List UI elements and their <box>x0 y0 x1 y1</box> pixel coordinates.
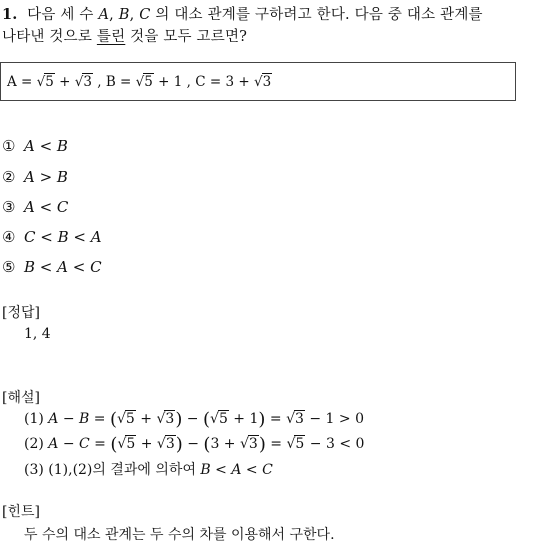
choice-mark: ③ <box>2 198 16 216</box>
var-a: A <box>98 7 110 23</box>
sqrt-3: √3 <box>253 74 272 90</box>
radicand: 5 <box>218 411 228 427</box>
choice-mark: ② <box>2 168 16 186</box>
step-expr: B < A < C <box>200 462 273 478</box>
radicand: 3 <box>165 411 175 427</box>
question-text-1b: 의 대소 관계를 구하려고 한다. 다음 중 대소 관계를 <box>150 7 483 23</box>
b-tail: + 1 <box>153 74 183 90</box>
plus: + <box>54 74 75 90</box>
radicand: 3 <box>262 74 272 90</box>
given-values-text <box>7 74 272 90</box>
step-result: − 3 < 0 <box>305 436 365 452</box>
sqrt-5: √5 <box>135 74 153 90</box>
choice-mark: ⑤ <box>2 258 16 276</box>
question-sep-2: , <box>129 7 140 23</box>
question-text-2a: 나타낸 것으로 <box>2 29 97 45</box>
answer-value: 1, 4 <box>24 326 51 342</box>
choice-mark: ④ <box>2 228 16 246</box>
answer-label: [정답] <box>2 305 40 321</box>
step-lhs: A − C = <box>48 436 111 452</box>
sqrt-3: √3 <box>74 74 92 90</box>
separator: , <box>92 74 106 90</box>
step-b-tail: + 1 <box>228 411 259 427</box>
question-line-2 <box>2 25 247 46</box>
choice-5[interactable] <box>2 258 102 276</box>
radicand: 3 <box>295 411 304 427</box>
explanation-step-1: (1) A − B = (√5 + √3) − (√5 + 1) = √3 − 1 > 0 <box>24 409 364 430</box>
explanation-step-2: (2) A − C = (√5 + √3) − (3 + √3) = √5 − 3 < 0 <box>24 434 365 455</box>
radicand: 5 <box>45 74 54 90</box>
choice-3[interactable] <box>2 198 68 216</box>
var-b: B <box>118 7 130 23</box>
radicand: 3 <box>165 436 175 452</box>
step-prefix: (2) <box>24 436 49 452</box>
question-line-1 <box>2 3 483 24</box>
step-result: − 1 > 0 <box>304 411 364 427</box>
choice-mark: ① <box>2 137 16 155</box>
question-number: 1. <box>2 6 18 23</box>
b-label: B = <box>105 74 136 90</box>
sqrt-5: √5 <box>36 74 54 90</box>
step-lhs: A − B = <box>48 411 110 427</box>
choice-2[interactable] <box>2 168 68 186</box>
question-text-2b: 것을 모두 고르면? <box>125 29 248 45</box>
step-prefix: (1) <box>24 411 49 427</box>
step-prefix: (3) (1),(2)의 결과에 의하여 <box>24 462 201 478</box>
var-c: C <box>139 7 151 23</box>
choice-expr: B < A < C <box>24 258 102 276</box>
radicand: 3 <box>83 74 92 90</box>
question-sep-1: , <box>109 7 119 23</box>
separator: , <box>182 74 196 90</box>
hint-label: [힌트] <box>2 504 40 520</box>
choice-1[interactable] <box>2 137 68 155</box>
radicand: 3 <box>248 436 258 452</box>
choice-expr: A < B <box>24 137 68 155</box>
choice-expr: A > B <box>24 168 68 186</box>
question-text-1a: 다음 세 수 <box>27 7 99 23</box>
a-label: A = <box>7 74 37 90</box>
radicand: 5 <box>295 436 305 452</box>
explanation-step-3 <box>24 459 273 479</box>
radicand: 5 <box>125 411 135 427</box>
choice-expr: A < C <box>24 198 69 216</box>
hint-text: 두 수의 대소 관계는 두 수의 차를 이용해서 구한다. <box>24 527 335 543</box>
given-values-box <box>0 62 516 101</box>
question-underlined-word: 틀린 <box>96 29 126 45</box>
radicand: 5 <box>144 74 153 90</box>
choice-expr: C < B < A <box>24 228 102 246</box>
choice-4[interactable] <box>2 228 102 246</box>
radicand: 5 <box>126 436 136 452</box>
c-label: C = 3 + <box>195 74 254 90</box>
explanation-label: [해설] <box>2 390 40 406</box>
